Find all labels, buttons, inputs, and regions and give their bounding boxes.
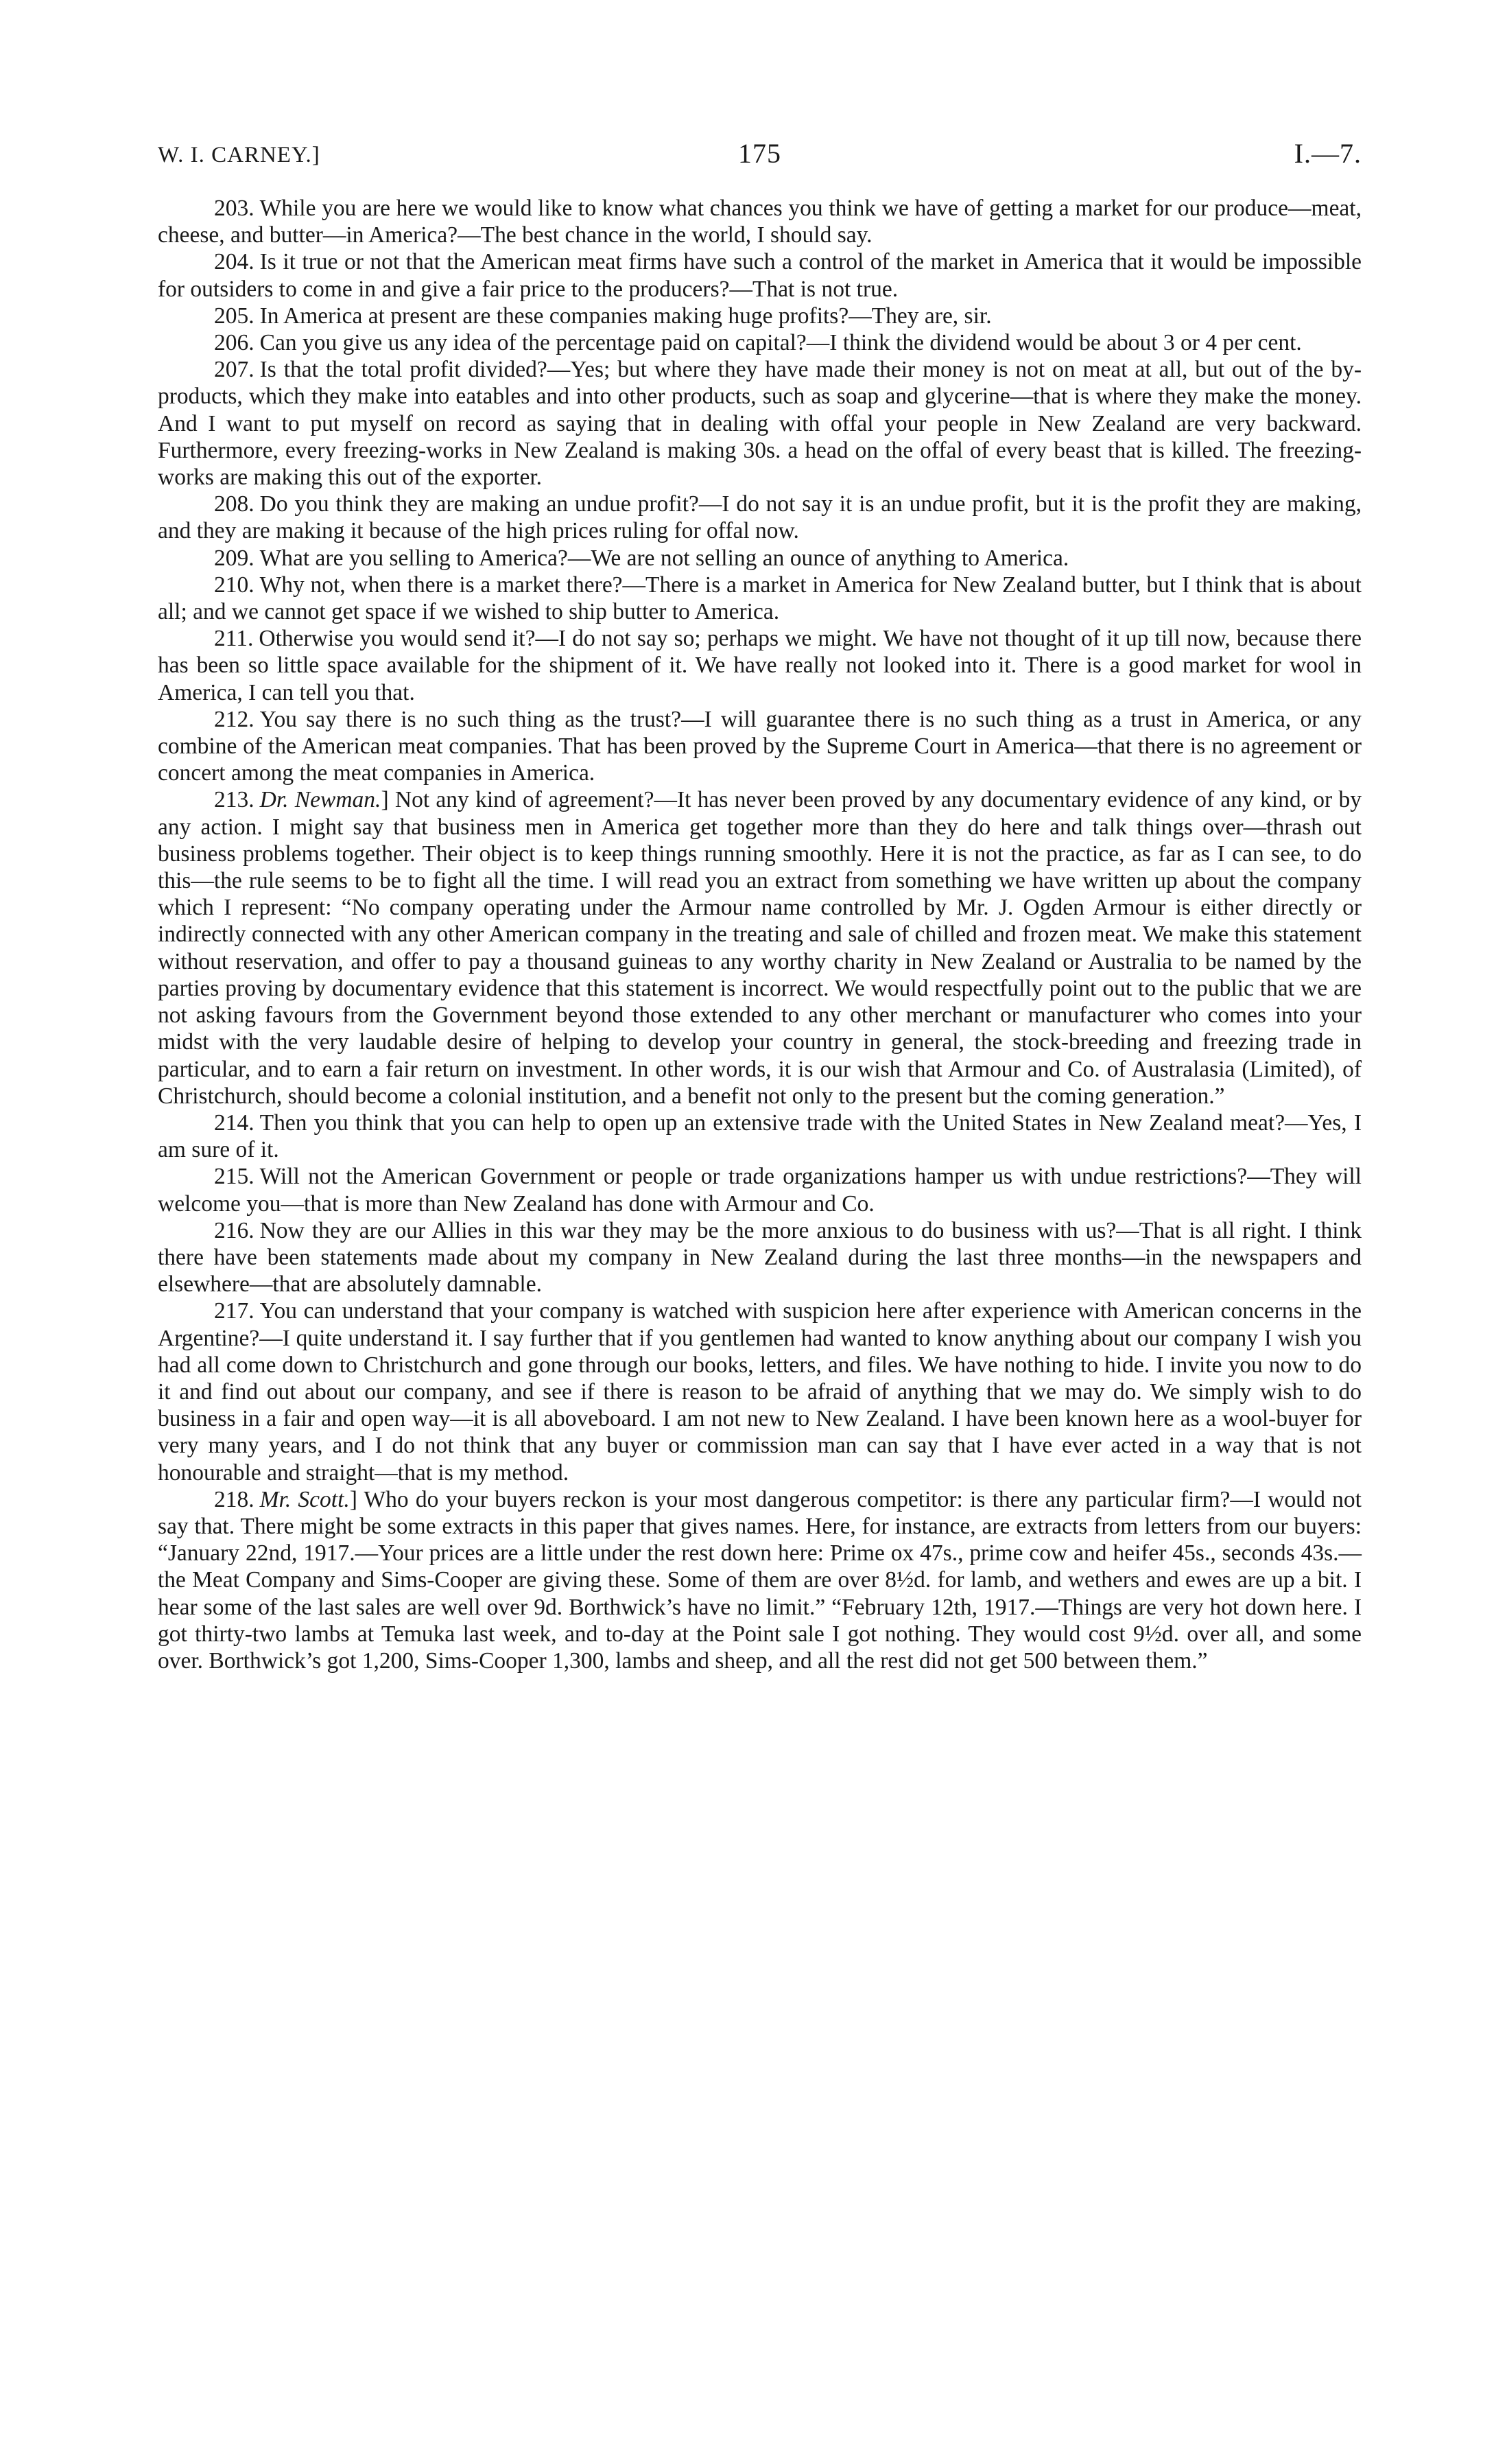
speaker-name: Dr. Newman. [259, 787, 381, 813]
paragraph-text: Then you think that you can help to open up an extensive trade with the United States in New Zealand meat?—Yes, I am sure of it. [158, 1110, 1362, 1163]
speaker-name: Mr. Scott. [259, 1486, 350, 1512]
paragraph-text: Will not the American Government or people or trade organizations hamper us with undue restrictions?—They will welcome you—that is more than New Zealand has done with Armour and Co. [158, 1164, 1362, 1217]
question-paragraph [158, 329, 1362, 356]
document-reference: I.—7. [1294, 138, 1362, 169]
question-number: 207. [214, 357, 254, 383]
page-number: 175 [738, 138, 781, 169]
question-paragraph [158, 545, 1362, 572]
paragraph-text: Now they are our Allies in this war they may be the more anxious to do business with us?—That is all right. I think there have been statements made about my company in New Zealand during the last three months—in the newspapers and elsewhere—that are absolutely damnable. [158, 1217, 1362, 1298]
paragraph-text: While you are here we would like to know what chances you think we have of getting a market for our produce—meat, cheese, and butter—in America?—The best chance in the world, I should say. [158, 196, 1362, 248]
question-number: 211. [214, 626, 254, 652]
question-paragraph [158, 491, 1362, 544]
question-paragraph [158, 303, 1362, 329]
paragraph-text: You say there is no such thing as the trust?—I will guarantee there is no such thing as a trust in America, or any combine of the American meat companies. That has been proved by the Supreme Court in America—that there is no agreement or concert among the meat companies in America. [158, 706, 1362, 786]
paragraph-text: Not any kind of agreement?—It has never been proved by any documentary evidence of any kind, or by any action. I might say that business men in America get together more than they do here and talk things over—thrash out business problems together. Their object is to keep things running smoothly. Here it is not the practice, as far as I can see, to do this—the rule seems to be to fight all the time. I will read you an extract from something we have written up about the company which I represent: “No company operating under the Armour name controlled by Mr. J. Ogden Armour is either directly or indirectly connected with any other American company in the treating and sale of chilled and frozen meat. We make this statement without reservation, and offer to pay a thousand guineas to any worthy charity in New Zealand or Australia to be named by the parties proving by documentary evidence that this statement is incorrect. We would respectfully point out to the public that we are not asking favours from the Government beyond those extended to any other merchant or manufacturer who comes into your midst with the very laudable desire of helping to develop your country in general, the stock-breeding and freezing trade in particular, and to earn a fair return on investment. In other words, it is our wish that Armour and Co. of Australasia (Limited), of Christchurch, should become a colonial institution, and a benefit not only to the present but the coming generation.” [158, 787, 1362, 1109]
question-number: 205. [214, 303, 254, 329]
question-paragraph [158, 572, 1362, 625]
question-paragraph: 218. Mr. Scott.] Who do your buyers reckon is your most dangerous competitor: is there any particular firm?—I would not say that. There might be some extracts in this paper that gives names. Here, for instance, are extracts from letters from our buyers: “January 22nd, 1917.—Your prices are a little under the rest down here: Prime ox 47s., prime cow and heifer 45s., seconds 43s.—the Meat Company and Sims-Cooper are giving these. Some of them are over 8½d. for lamb, and wethers and ewes are up a bit. I hear some of the last sales are well over 9d. Borthwick’s have no limit.” “February 12th, 1917.—Things are very hot down here. I got thirty-two lambs at Temuka last week, and to-day at the Point sale I got nothing. They would cost 9½d. over all, and some over. Borthwick’s got 1,200, Sims-Cooper 1,300, lambs and sheep, and all the rest did not get 500 between them.” [158, 1486, 1362, 1674]
question-number: 210. [214, 572, 254, 598]
question-paragraph [158, 1110, 1362, 1163]
paragraph-text: Is that the total profit divided?—Yes; but where they have made their money is not on meat at all, but out of the by-products, which they make into eatables and into other products, such as soap and glycerine—that is where they make the money. And I want to put myself on record as saying that in dealing with offal your people in New Zealand are very backward. Furthermore, every freezing-works in New Zealand is making 30s. a head on the offal of every beast that is killed. The freezing-works are making this out of the exporter. [158, 357, 1362, 491]
question-number: 204. [214, 249, 254, 275]
document-body [158, 195, 1362, 1674]
question-paragraph [158, 356, 1362, 491]
question-number: 208. [214, 491, 254, 517]
question-paragraph [158, 1217, 1362, 1298]
paragraph-text: Can you give us any idea of the percentage paid on capital?—I think the dividend would be about 3 or 4 per cent. [259, 330, 1302, 356]
paragraph-text: Is it true or not that the American meat firms have such a control of the market in America that it would be impossible for outsiders to come in and give a fair price to the producers?—That is not true. [158, 249, 1362, 302]
paragraph-text: Do you think they are making an undue profit?—I do not say it is an undue profit, but it is the profit they are making, and they are making it because of the high prices ruling for offal now. [158, 491, 1362, 544]
page-header [158, 137, 1362, 178]
question-paragraph: 213. Dr. Newman.] Not any kind of agreement?—It has never been proved by any documentary evidence of any kind, or by any action. I might say that business men in America get together more than they do here and talk things over—thrash out business problems together. Their object is to keep things running smoothly. Here it is not the practice, as far as I can see, to do this—the rule seems to be to fight all the time. I will read you an extract from something we have written up about the company which I represent: “No company operating under the Armour name controlled by Mr. J. Ogden Armour is either directly or indirectly connected with any other American company in the treating and sale of chilled and frozen meat. We make this statement without reservation, and offer to pay a thousand guineas to any worthy charity in New Zealand or Australia to be named by the parties proving by documentary evidence that this statement is incorrect. We would respectfully point out to the public that we are not asking favours from the Government beyond those extended to any other merchant or manufacturer who comes into your midst with the very laudable desire of helping to develop your country in general, the stock-breeding and freezing trade in particular, and to earn a fair return on investment. In other words, it is our wish that Armour and Co. of Australasia (Limited), of Christchurch, should become a colonial institution, and a benefit not only to the present but the coming generation.” [158, 787, 1362, 1109]
question-number: 213. [214, 787, 254, 813]
question-paragraph [158, 1298, 1362, 1486]
paragraph-text: Why not, when there is a market there?—There is a market in America for New Zealand butter, but I think that is about all; and we cannot get space if we wished to ship butter to America. [158, 572, 1362, 625]
question-number: 218. [214, 1486, 254, 1512]
paragraph-text: In America at present are these companies making huge profits?—They are, sir. [259, 303, 992, 329]
question-paragraph [158, 1163, 1362, 1217]
question-number: 216. [214, 1217, 254, 1243]
paragraph-text: What are you selling to America?—We are not selling an ounce of anything to America. [259, 545, 1069, 571]
question-paragraph [158, 195, 1362, 248]
paragraph-text: Otherwise you would send it?—I do not say so; perhaps we might. We have not thought of it up till now, because there has been so little space available for the shipment of it. We have really not looked into it. There is a good market for wool in America, I can tell you that. [158, 626, 1362, 705]
running-head-witness: W. I. CARNEY.] [158, 143, 320, 167]
document-page [158, 137, 1362, 1674]
question-number: 217. [214, 1298, 254, 1324]
question-paragraph [158, 706, 1362, 787]
paragraph-text: You can understand that your company is watched with suspicion here after experience with American concerns in the Argentine?—I quite understand it. I say further that if you gentlemen had wanted to know anything about our company I wish you had all come down to Christchurch and gone through our books, letters, and files. We have nothing to hide. I invite you now to do it and find out about our company, and see if there is reason to be afraid of anything that we may do. We simply wish to do business in a fair and open way—it is all aboveboard. I am not new to New Zealand. I have been known here as a wool-buyer for very many years, and I do not think that any buyer or commission man can say that I have ever acted in a way that is not honourable and straight—that is my method. [158, 1298, 1362, 1486]
question-number: 212. [214, 706, 254, 732]
question-number: 209. [214, 545, 254, 571]
paragraph-text: Who do your buyers reckon is your most dangerous competitor: is there any particular firm?—I would not say that. There might be some extracts in this paper that gives names. Here, for instance, are extracts from letters from our buyers: “January 22nd, 1917.—Your prices are a little under the rest down here: Prime ox 47s., prime cow and heifer 45s., seconds 43s.—the Meat Company and Sims-Cooper are giving these. Some of them are over 8½d. for lamb, and wethers and ewes are up a bit. I hear some of the last sales are well over 9d. Borthwick’s have no limit.” “February 12th, 1917.—Things are very hot down here. I got thirty-two lambs at Temuka last week, and to-day at the Point sale I got nothing. They would cost 9½d. over all, and some over. Borthwick’s got 1,200, Sims-Cooper 1,300, lambs and sheep, and all the rest did not get 500 between them.” [158, 1486, 1362, 1674]
question-number: 214. [214, 1110, 254, 1136]
question-number: 206. [214, 330, 254, 356]
question-paragraph [158, 625, 1362, 706]
question-number: 203. [214, 196, 254, 221]
question-number: 215. [214, 1164, 254, 1190]
question-paragraph [158, 248, 1362, 302]
